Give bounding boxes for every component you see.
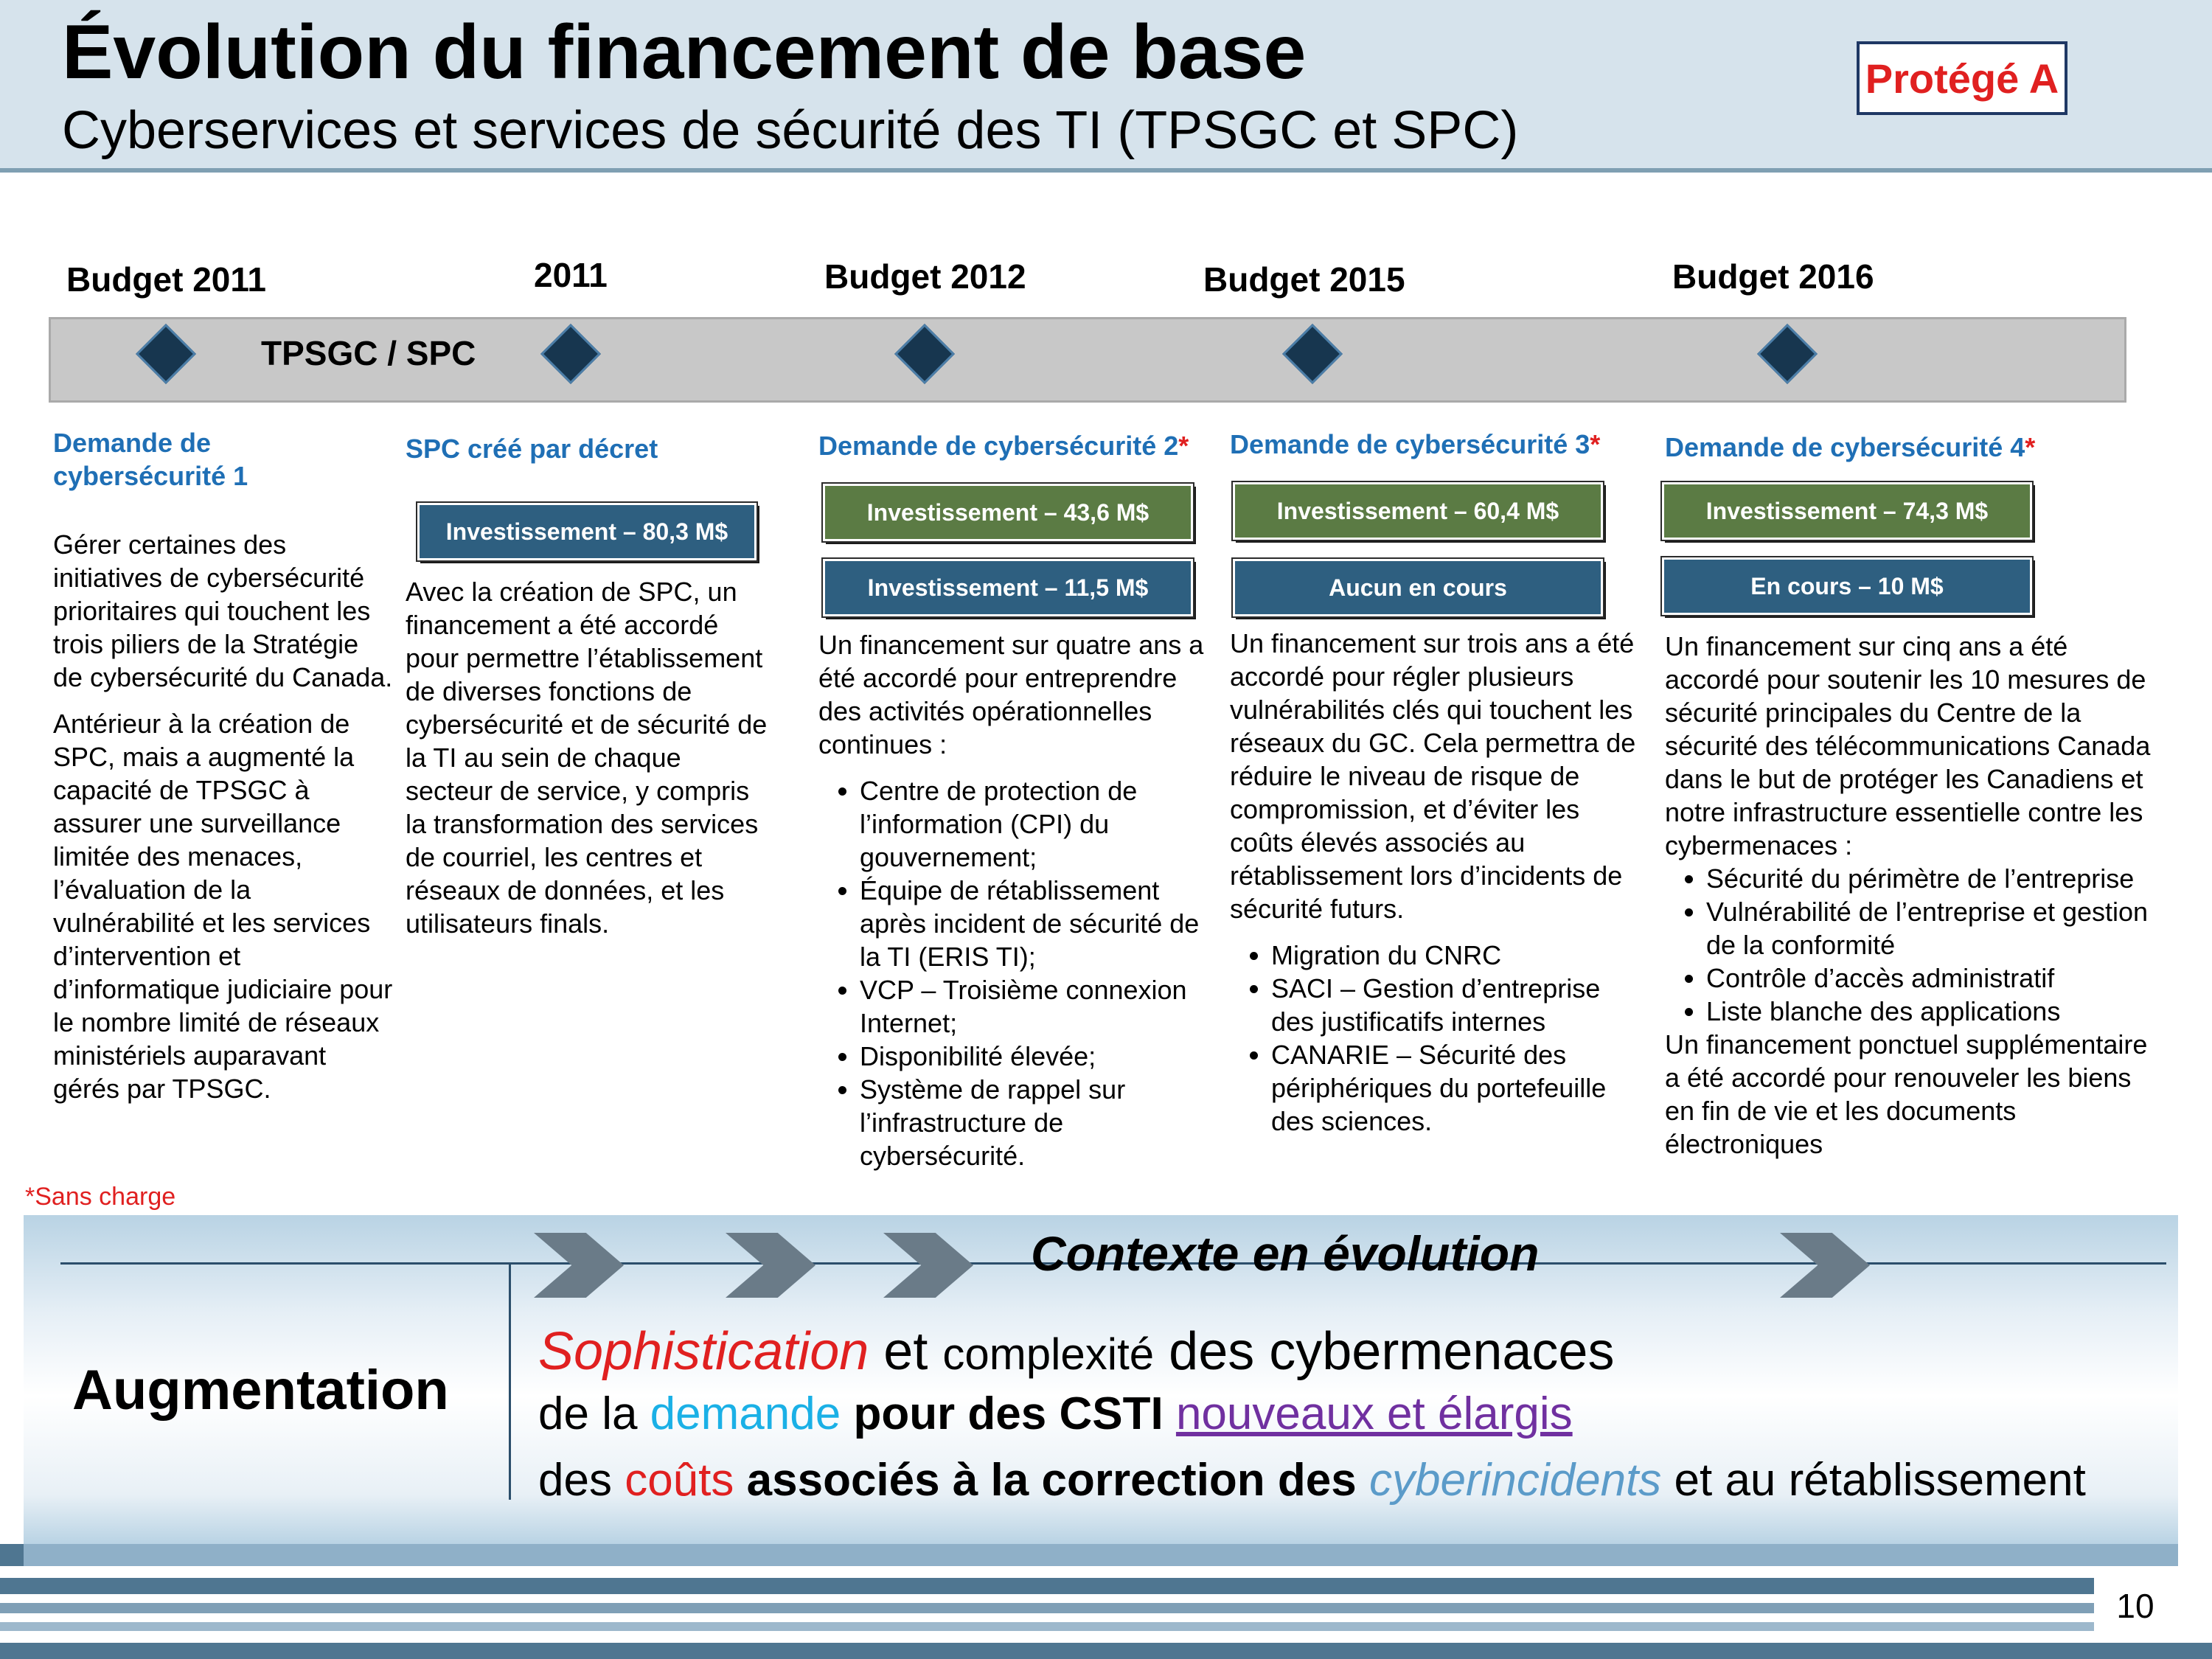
list-item: • CANARIE – Sécurité des périphériques du portefeuille des sciences. [1271,1038,1647,1138]
list-item: • Centre de protection de l’information (CPI) du gouvernement; [860,774,1222,874]
column-5-bullets [1665,862,2152,1028]
no-charge-asterisk: * [1590,429,1601,459]
column-1-paragraph: Gérer certaines des initiatives de cybersécurité prioritaires qui touchent les trois piliers de la Stratégie de cybersécurité du Canada. [53,529,393,692]
highlight-demand: demande [650,1388,841,1439]
timeline-bar-label: TPSGC / SPC [261,334,476,372]
column-1-body [53,528,394,1119]
no-charge-asterisk: * [2025,432,2036,462]
column-4-bullets [1230,939,1647,1138]
milestone-budget-2016: Budget 2016 [1672,257,1874,296]
list-item: • VCP – Troisième connexion Internet; [860,973,1222,1040]
footer-stripe [0,1643,2212,1659]
column-3-title [818,429,1231,462]
context-line-2 [538,1388,1573,1440]
page-title: Évolution du financement de base [62,10,1307,95]
column-2-paragraph: Avec la création de SPC, un financement a été accordé pour permettre l’établissement de diverses fonctions de cybersécurité et de sécurité de la TI au sein de chaque secteur de service, y compris la transformation des services de courriel, les centres et réseaux de données, et les utilisateurs finals. [406,577,768,939]
column-1-paragraph: Antérieur à la création de SPC, mais a augmenté la capacité de TPSGC à assurer une surveillance limitée des menaces, l’évaluation de la vulnérabilité et les services d’intervention et d’informatique judiciaire pour le nombre limité de réseaux ministériels auparavant gérés par TPSGC. [53,709,393,1104]
column-4-body [1230,627,1647,1138]
investment-box: Investissement – 74,3 M$ [1662,482,2032,540]
text-fragment: des [538,1455,625,1506]
column-4-intro: Un financement sur trois ans a été accordé pour régler plusieurs vulnérabilités clés qui touchent les réseaux du GC. Cela permettra de réduire le niveau de risque de compromission, et d’éviter les coûts élevés associés au rétablissement lors d’incidents de sécurité futurs. [1230,628,1636,924]
footer-stripe [0,1544,24,1566]
page-subtitle: Cyberservices et services de sécurité des TI (TPSGC et SPC) [62,101,1519,160]
ongoing-investment-box: Aucun en cours [1233,559,1603,616]
column-2-title: SPC créé par décret [406,434,658,464]
text-fragment: et au rétablissement [1661,1455,2086,1506]
footer-stripe [0,1578,2094,1594]
investment-box: Investissement – 80,3 M$ [417,503,757,560]
list-item: • Sécurité du périmètre de l’entreprise [1706,862,2152,895]
footnote: *Sans charge [25,1183,176,1211]
column-3-body [818,628,1222,1172]
text-fragment: et [869,1322,943,1381]
column-5-title [1665,431,2122,464]
text-fragment: associés à la correction des [734,1455,1369,1506]
milestone-budget-2011: Budget 2011 [66,260,266,299]
highlight-sophistication: Sophistication [538,1322,869,1381]
footer-stripe [0,1622,2094,1631]
column-1-title: Demande de cybersécurité 1 [53,428,248,491]
page-number: 10 [2098,1578,2172,1634]
highlight-cyberincidents: cyberincidents [1368,1455,1662,1506]
column-4-title [1230,428,1643,461]
column-4-title-text: Demande de cybersécurité 3 [1230,429,1590,459]
list-item: • Contrôle d’accès administratif [1706,961,2152,995]
classification-badge: Protégé A [1857,41,2067,115]
list-item: • Système de rappel sur l’infrastructure de cybersécurité. [860,1073,1222,1172]
milestone-2011: 2011 [534,256,608,294]
column-5-intro: Un financement sur cinq ans a été accordé pour soutenir les 10 mesures de sécurité principales du Centre de la sécurité des télécommunications Canada dans le but de protéger les Canadiens et notre infrastructure essentielle contre les cybermenaces : [1665,631,2151,860]
text-fragment: pour des CSTI [841,1388,1176,1439]
highlight-new-expanded: nouveaux et élargis [1175,1388,1573,1439]
context-line-3 [538,1454,2086,1506]
no-charge-asterisk: * [1178,431,1189,461]
column-3-intro: Un financement sur quatre ans a été accordé pour entreprendre des activités opérationnelles continues : [818,630,1204,759]
column-5-body [1665,630,2152,1174]
text-fragment: des cybermenaces [1154,1322,1615,1381]
milestone-budget-2015: Budget 2015 [1203,260,1405,299]
column-5-outro: Un financement ponctuel supplémentaire a été accordé pour renouveler les biens en fin de vie et les documents électroniques [1665,1029,2148,1159]
footer-stripe [24,1544,2178,1566]
investment-box: Investissement – 60,4 M$ [1233,482,1603,540]
list-item: • Migration du CNRC [1271,939,1647,972]
ongoing-investment-box: En cours – 10 M$ [1662,557,2032,615]
footer-stripe [0,1603,2094,1613]
context-label: Augmentation [72,1359,449,1422]
column-5-title-text: Demande de cybersécurité 4 [1665,432,2025,462]
list-item: • Liste blanche des applications [1706,995,2152,1028]
text-fragment: complexité [942,1329,1155,1379]
column-3-title-text: Demande de cybersécurité 2 [818,431,1179,461]
column-3-bullets [818,774,1222,1172]
context-line-1 [538,1321,1614,1382]
milestone-budget-2012: Budget 2012 [824,257,1026,296]
context-title: Contexte en évolution [1031,1226,1540,1281]
investment-box: Investissement – 43,6 M$ [823,484,1193,541]
list-item: • Équipe de rétablissement après incident de sécurité de la TI (ERIS TI); [860,874,1222,973]
context-vertical-divider [509,1264,511,1500]
highlight-costs: coûts [625,1455,734,1506]
column-2-body [406,575,774,953]
ongoing-investment-box: Investissement – 11,5 M$ [823,559,1193,616]
text-fragment: de la [538,1388,650,1439]
list-item: • SACI – Gestion d’entreprise des justificatifs internes [1271,972,1647,1038]
list-item: • Vulnérabilité de l’entreprise et gestion de la conformité [1706,895,2152,961]
list-item: • Disponibilité élevée; [860,1040,1222,1073]
